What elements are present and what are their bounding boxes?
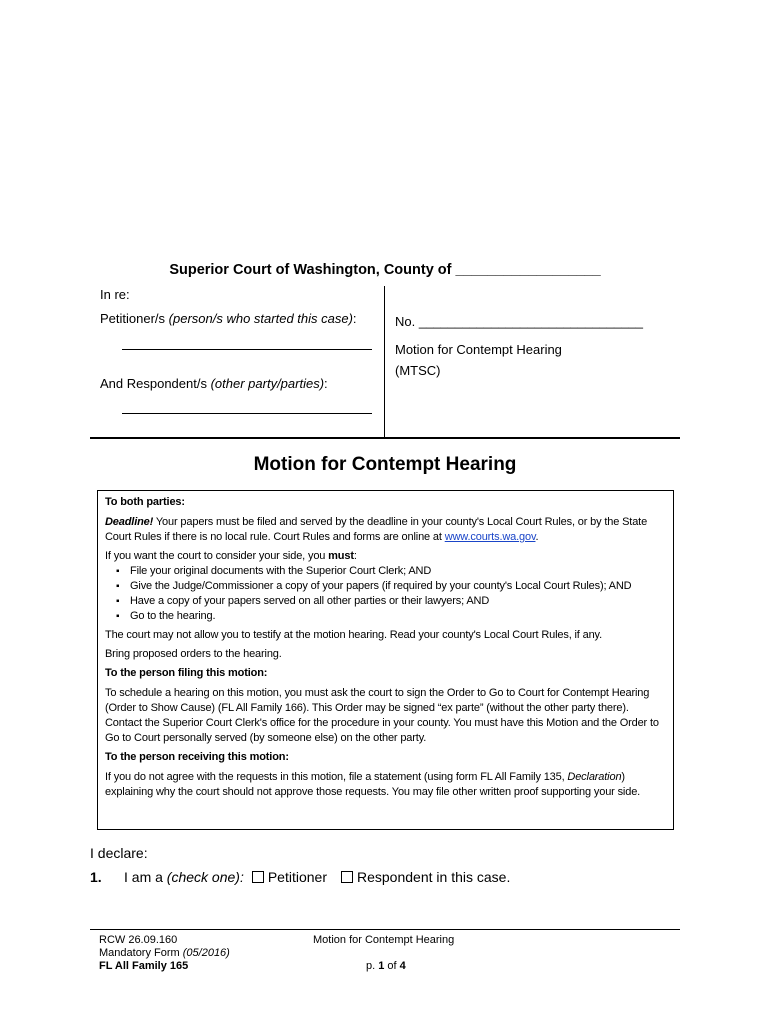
must-text: must (328, 550, 354, 562)
respondent-name-line[interactable] (122, 413, 372, 414)
proposed-orders-paragraph: Bring proposed orders to the hearing. (105, 648, 282, 660)
petitioner-label-text: Petitioner/s (100, 311, 166, 326)
footer-center-title: Motion for Contempt Hearing (313, 934, 455, 946)
deadline-paragraph (105, 515, 666, 545)
page-of: of (384, 960, 400, 972)
filing-paragraph: To schedule a hearing on this motion, you must ask the court to sign the Order to Go to Court for Contempt Hearing (Order to Show Cause) (FL All Family 166). This Order may be signed “ex parte” (without the other party there). Contact the Superior Court Clerk's office for the procedure in your county. You must have this Motion and the Order to Go to Court personally served (by someone else) on the other party. (105, 687, 659, 744)
list-item: ▪ File your original documents with the Superior Court Clerk; AND (130, 564, 666, 579)
footer-left (99, 934, 230, 973)
footer-mandatory-text: Mandatory Form (99, 947, 183, 959)
requirements-list (105, 564, 666, 624)
deadline-label: Deadline! (105, 516, 154, 528)
respondent-option-label: Respondent (357, 869, 433, 885)
caption-divider (384, 286, 385, 438)
declare-label: I declare: (90, 845, 148, 861)
receiving-declaration: Declaration (567, 771, 622, 783)
respondent-label (100, 376, 382, 391)
form-name-line2: (MTSC) (395, 363, 441, 378)
receiving-paragraph (105, 770, 666, 800)
both-parties-heading: To both parties: (105, 496, 185, 508)
list-item: ▪ Give the Judge/Commissioner a copy of your papers (if required by your county's Local Court Rules); AND (130, 579, 666, 594)
item-1 (90, 869, 690, 885)
footer-page-number (366, 960, 406, 973)
consider-text: If you want the court to consider your side, you (105, 550, 329, 562)
courts-link[interactable]: www.courts.wa.gov (444, 531, 536, 543)
consider-paragraph (105, 549, 666, 564)
respondent-checkbox[interactable] (341, 871, 353, 883)
petitioner-note: (person/s who started this case) (168, 311, 353, 326)
consider-colon: : (353, 550, 357, 562)
respondent-note: (other party/parties) (210, 376, 325, 391)
filing-heading: To the person filing this motion: (105, 667, 268, 679)
deadline-period: . (535, 531, 539, 543)
receiving-heading: To the person receiving this motion: (105, 751, 289, 763)
form-name-line1: Motion for Contempt Hearing (395, 342, 562, 357)
footer-mandatory (99, 947, 230, 960)
page-title: Motion for Contempt Hearing (253, 454, 517, 475)
in-re-label: In re: (100, 287, 130, 302)
item-1-suffix: in this case. (432, 869, 511, 885)
page-prefix: p. (366, 960, 379, 972)
respondent-label-text: And Respondent/s (100, 376, 207, 391)
footer-mandatory-date: (05/2016) (182, 947, 230, 959)
page-current: 1 (378, 960, 385, 972)
item-1-number: 1. (90, 869, 102, 885)
footer-rcw: RCW 26.09.160 (99, 934, 178, 946)
petitioner-checkbox[interactable] (252, 871, 264, 883)
footer-rule (90, 929, 680, 930)
receiving-text-a: If you do not agree with the requests in this motion, file a statement (using form FL All Family 135, (105, 771, 568, 783)
petitioner-name-line[interactable] (122, 349, 372, 350)
receiving-text-b: ) explaining why the court should not approve those requests. You may file other written proof supporting your side. (105, 771, 641, 798)
petitioner-option-label: Petitioner (267, 869, 327, 885)
petitioner-colon: : (352, 311, 357, 326)
case-number-field[interactable]: No. _______________________________ (395, 314, 643, 329)
footer-form-id: FL All Family 165 (99, 960, 189, 972)
item-1-note: (check one): (166, 869, 244, 885)
court-title: Superior Court of Washington, County of __________________ (169, 262, 601, 278)
item-1-text: I am a (124, 869, 167, 885)
page-total: 4 (399, 960, 406, 972)
list-item: ▪ Have a copy of your papers served on all other parties or their lawyers; AND (130, 594, 666, 609)
caption-bottom-rule (90, 437, 680, 439)
notice-box (97, 490, 674, 830)
respondent-colon: : (324, 376, 328, 391)
list-item: ▪ Go to the hearing. (130, 609, 666, 624)
deadline-text: Your papers must be filed and served by the deadline in your county's Local Court Rules, or by the State Court Rules if there is no local rule. Court Rules and forms are online at (105, 516, 648, 543)
petitioner-label (100, 311, 382, 326)
testify-paragraph: The court may not allow you to testify at the motion hearing. Read your county's Local Court Rules, if any. (105, 629, 602, 641)
